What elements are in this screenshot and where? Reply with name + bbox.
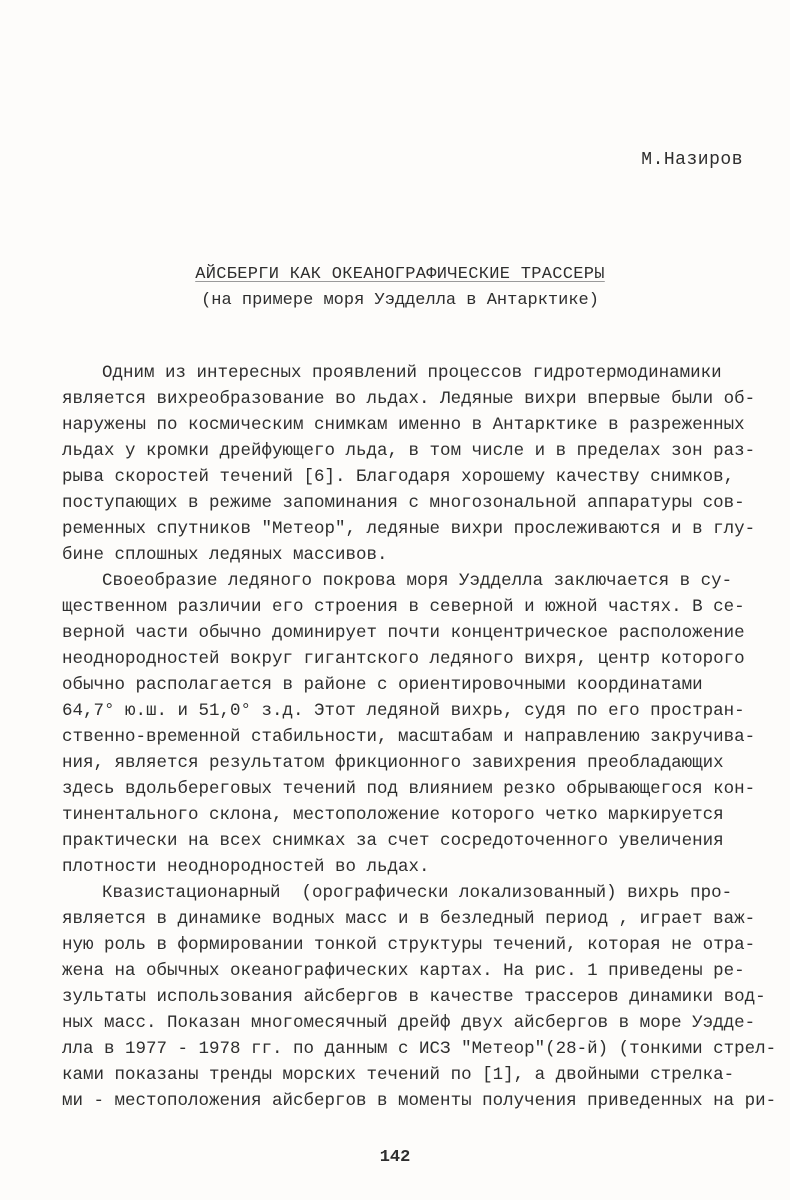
text-line: ния, является результатом фрикционного завихрения преобладающих: [62, 753, 724, 773]
text-line: ременных спутников "Метеор", ледяные вихри прослеживаются и в глу-: [62, 519, 756, 539]
text-line: верной части обычно доминирует почти концентрическое расположение: [62, 623, 745, 643]
text-line: зультаты использования айсбергов в качестве трассеров динамики вод-: [62, 987, 766, 1007]
paragraph-2: [62, 568, 762, 880]
text-line: обычно располагается в районе с ориентировочными координатами: [62, 675, 703, 695]
text-line: жена на обычных океанографических картах. На рис. 1 приведены ре-: [62, 961, 745, 981]
text-line: здесь вдольбереговых течений под влиянием резко обрывающегося кон-: [62, 779, 756, 799]
text-line: бине сплошных ледяных массивов.: [62, 545, 388, 565]
text-line: ных масс. Показан многомесячный дрейф двух айсбергов в море Уэдде-: [62, 1013, 756, 1033]
text-line: является вихреобразование во льдах. Ледяные вихри впервые были об-: [62, 389, 756, 409]
text-line: ную роль в формировании тонкой структуры течений, которая не отра-: [62, 935, 756, 955]
paragraph-1: [62, 360, 762, 568]
text-line: ственно-временной стабильности, масштабам и направлению закручива-: [62, 727, 756, 747]
text-line: ками показаны тренды морских течений по [1], а двойными стрелка-: [62, 1065, 735, 1085]
text-line: льдах у кромки дрейфующего льда, в том числе и в пределах зон раз-: [62, 441, 756, 461]
text-line: ми - местоположения айсбергов в моменты получения приведенных на ри-: [62, 1091, 777, 1111]
text-line: плотности неоднородностей во льдах.: [62, 857, 430, 877]
text-line: лла в 1977 - 1978 гг. по данным с ИСЗ "Метеор"(28-й) (тонкими стрел-: [62, 1039, 777, 1059]
author-name: М.Назиров: [641, 150, 743, 170]
text-line: тинентального склона, местоположение которого четко маркируется: [62, 805, 724, 825]
text-line: Своеобразие ледяного покрова моря Уэдделла заключается в су-: [102, 571, 733, 591]
text-line: щественном различии его строения в северной и южной частях. В се-: [62, 597, 745, 617]
document-title: АЙСБЕРГИ КАК ОКЕАНОГРАФИЧЕСКИЕ ТРАССЕРЫ: [195, 265, 605, 284]
text-line: является в динамике водных масс и в безледный период , играет важ-: [62, 909, 756, 929]
page-number: 142: [379, 1148, 411, 1167]
document-subtitle: (на примере моря Уэдделла в Антарктике): [201, 291, 599, 310]
text-line: Одним из интересных проявлений процессов гидротермодинамики: [102, 363, 722, 383]
text-line: неоднородностей вокруг гигантского ледяного вихря, центр которого: [62, 649, 745, 669]
text-line: 64,7° ю.ш. и 51,0° з.д. Этот ледяной вихрь, судя по его простран-: [62, 701, 745, 721]
paragraph-3: [62, 880, 777, 1114]
text-line: Квазистационарный (орографически локализованный) вихрь про-: [102, 883, 733, 903]
text-line: рыва скоростей течений [6]. Благодаря хорошему качеству снимков,: [62, 467, 735, 487]
text-line: наружены по космическим снимкам именно в Антарктике в разреженных: [62, 415, 745, 435]
body-text: [62, 360, 777, 1114]
title-block: [0, 262, 790, 314]
text-line: практически на всех снимках за счет сосредоточенного увеличения: [62, 831, 724, 851]
text-line: поступающих в режиме запоминания с многозональной аппаратуры сов-: [62, 493, 745, 513]
